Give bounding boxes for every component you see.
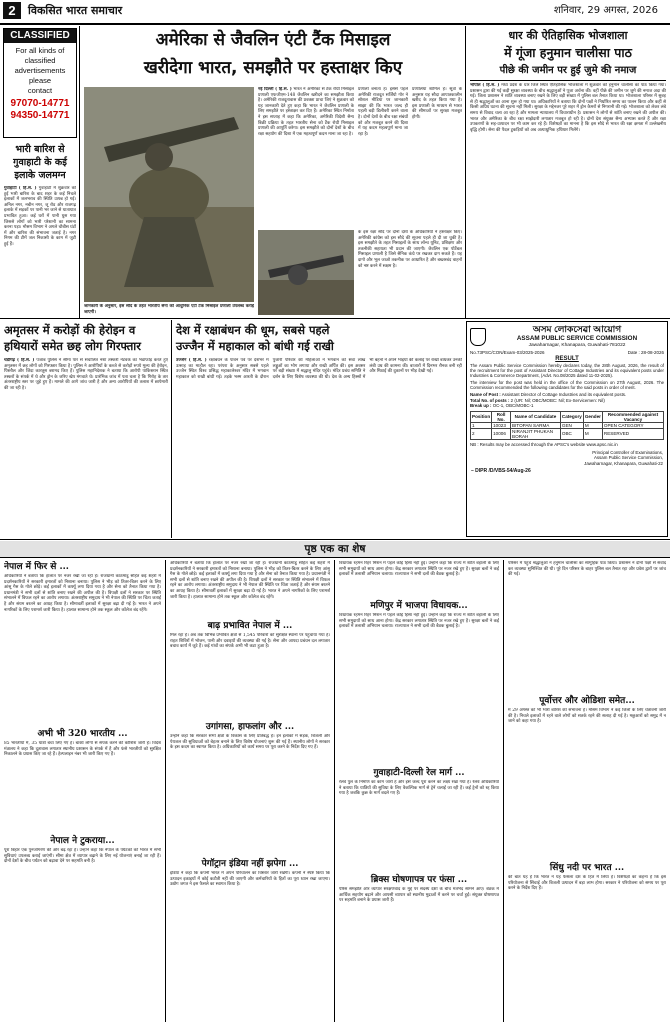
javelin-col3: प्रणालियां शामिल हैं। सूत्रों के अनुसार यह सौदा आपातकालीन खरीद के तहत किया गया है। इस प्रणाली के माध्यम से भारत की सीमाओं पर सुरक्षा मजबूत होगी। (412, 87, 462, 120)
javelin-col1 (258, 87, 354, 227)
apsc-note: NB : Results may be accessed through the APSC's website www.apsc.nic.in (470, 441, 618, 447)
apsc-break-up: OC-1, OBC/MOBC-1 (492, 403, 534, 409)
guwahati-headline: भारी बारिश से गुवाहाटी के कई इलाके जलमग्न (13, 144, 67, 181)
table-cell: OBC (560, 428, 583, 439)
classified-line: For all kinds of (15, 46, 65, 55)
column-rule (465, 26, 466, 318)
classified-line: classified (24, 56, 56, 65)
bhojshala-kicker: धार की ऐतिहासिक भोजशाला (508, 29, 628, 42)
emblem-icon (470, 328, 486, 346)
column-rule (171, 320, 172, 538)
javelin-headline: खरीदेगा भारत, समझौते पर हस्ताक्षर किए (143, 58, 403, 78)
apsc-intro: The interview for the post was held in the office of the Commission on 27th August, 2026. The Commission recommended the following candidates for the said posts in order of merit. (470, 379, 664, 390)
column-rule (503, 560, 504, 1022)
label: Break up : (470, 403, 492, 409)
continued-headline: पेगॉट्रान इंडिया नहीं झपेगा ... (201, 859, 299, 869)
label: Name of Post : (470, 392, 501, 398)
javelin-col4: के इस रक्षा सौदे पर दोनों देशों के अधिकारियों ने हस्ताक्षर किए। अमेरिकी कांग्रेस को इस सौदे की सूचना पहले ही दी जा चुकी है। इस समझौते के तहत मिसाइलों के साथ लॉन्च यूनिट, प्रशिक्षण और तकनीकी सहायता भी प्रदान की जाएगी। जैवलिन एक पोर्टेबल मिसाइल प्रणाली है जिसे सैनिक कंधे पर रखकर दाग सकते हैं। यह दागो और भूल जाओ तकनीक पर आधारित है और बख्तरबंद वाहनों को नष्ट करने में सक्षम है। (358, 230, 462, 269)
dateline: उज्जैन ( हि.स. ) (176, 358, 207, 363)
continued-headline: पूर्वोत्तर और ओडिशा समेत... (539, 696, 635, 706)
table-cell: NIRANJIT PHUKAN BORAH (511, 428, 561, 439)
table-cell: 10023 (492, 422, 511, 428)
continued-text: विधायक रहमन रिहर मिशन में पहले कोई हिंसा नहीं हुई। उन्होंने कहा कि राज्य में शांति बहाली के लिए सभी समुदायों को साथ आना होगा। केंद्र सरकार लगातार स्थिति पर नजर रखे हुए है। सुरक्षा बलों ने कई इलाकों में तलाशी अभियान चलाया। राज्यपाल ने सभी दलों की बैठक बुलाई है। (339, 613, 499, 630)
mahakal-headline: देश में रक्षाबंधन की धूम, सबसे पहले (176, 323, 330, 337)
section-rule (0, 539, 670, 540)
table-header: Position (471, 411, 492, 422)
apsc-result-label: RESULT (555, 356, 579, 362)
heroin-body (4, 358, 168, 536)
table-cell: 10006 (492, 428, 511, 439)
article-text: पंजाब पुलिस ने सीमा पार से संचालित नशा तस्करी नेटवर्क का भंडाफोड़ करते हुए अमृतसर में छह लोगों को गिरफ्तार किया है। पुलिस ने आरोपियों के कब्जे से करोड़ों रुपये मूल्य की हेरोइन, पिस्तौल और जिंदा कारतूस बरामद किए हैं। पुलिस महानिदेशक ने बताया कि आरोपी पाकिस्तान स्थित तस्करों के संपर्क में थे और ड्रोन के जरिए खेप मंगवाते थे। प्रारंभिक जांच में पता चला है कि गिरोह के तार अंतरराष्ट्रीय स्तर पर जुड़े हुए हैं। मामले की आगे जांच जारी है और अन्य आरोपियों की तलाश में छापेमारी की जा रही है। (4, 358, 168, 391)
table-header: Roll No. (492, 411, 511, 422)
bhojshala-subhead: पीछे की जमीन पर हुई जुमे की नमाज (499, 65, 637, 76)
apsc-ref: No.73PSC/CON/Exam-03/2025-2026 (470, 350, 545, 355)
continued-headline: नेपाल ने टुकराया... (50, 836, 115, 846)
dateline: चंडीगढ़ ( हि.स. ) (4, 358, 35, 363)
continued-headline: उगांगसा, हाफलांग और ... (205, 722, 295, 732)
javelin-inset-photo (258, 230, 354, 315)
continued-headline: गुवाहाटी-दिल्ली रेल मार्ग ... (373, 768, 465, 778)
table-cell: M (583, 422, 602, 428)
table-row (471, 428, 664, 439)
apsc-post-name: Assistant Director of Cottage Industries and its equivalent posts. (501, 392, 627, 398)
mahakal-body (176, 358, 462, 536)
guwahati-body (4, 186, 76, 314)
table-cell: M (583, 428, 602, 439)
article-text: मध्य प्रदेश के धार जिले स्थित ऐतिहासिक भोजशाला में शुक्रवार को हनुमान चालीसा का पाठ किया गया। प्रशासन द्वारा की गई कड़ी सुरक्षा व्यवस्था के बीच श्रद्धालुओं ने पूजा अर्चना की। वहीं पीछे की जमीन पर जुमे की नमाज अदा की गई। जिला प्रशासन ने शांति व्यवस्था बनाए रखने के लिए बड़ी संख्या में पुलिस बल तैनात किया था। भोजशाला परिसर में सुबह से ही श्रद्धालुओं का आना शुरू हो गया था। अधिकारियों ने बताया कि दोनों पक्षों ने निर्धारित समय का पालन किया और कहीं से किसी अप्रिय घटना की सूचना नहीं मिली। सुरक्षा के मद्देनजर पूरे शहर में ड्रोन कैमरों से निगरानी की गई। भोजशाला को लेकर लंबे समय से विवाद चला आ रहा है और मामला न्यायालय में विचाराधीन है। प्रशासन ने लोगों से शांति बनाए रखने की अपील की। (470, 83, 666, 116)
article-text: भारत ने अमेरिका से टैंक रोधी मिसाइल प्रणाली एफजीएम-148 जैवलिन खरीदने का समझौता किया है। अमेरिकी राजदूतावास की प्रवक्ता प्राचा जिएं ने शुक्रवार को यह जानकारी देते हुए कहा कि भारत ने जैवलिन प्रणाली के लिए समझौते पर हस्ताक्षर कर दिए हैं। अमेरिका स्थित निर्माता ने इस सप्ताह में कहा कि अमेरिका, अमेरिकी विदेशी सैन्य बिक्री प्रक्रिया के तहत भारतीय सेना को टैंक रोधी मिसाइल प्रणाली की आपूर्ति करेगा। इस समझौते को दोनों देशों के बीच रक्षा सहयोग की दिशा में एक महत्वपूर्ण कदम माना जा रहा है। (258, 87, 354, 137)
apsc-signatory: Principal Controller of Examinations, (592, 449, 663, 455)
javelin-caption: जानकारी के अनुसार, इस सौदे के तहत भारतीय सेना को आधुनिक एंटी टैंक मिसाइल प्रणाली उपलब्ध कराई जाएगी। (84, 304, 254, 315)
continued-text: परिसर में पहुंचे श्रद्धालुओं ने हनुमान चालीसा का सामूहिक पाठ किया। प्रशासन ने दोनों पक्षों से संवाद कर व्यवस्था सुनिश्चित की थी। पूरे दिन परिसर के बाहर पुलिस बल तैनात रहा और प्रवेश द्वारों पर जांच की गई। (508, 561, 666, 578)
apsc-vacancy: 2 (UR: Nil; OBC/MOBC: Nil; Ex-Servicemen: Nil) (510, 397, 605, 403)
dateline: नई दिल्ली ( हि.स. ) (258, 87, 292, 92)
apsc-signatory: Assam Public Service Commission, (593, 455, 663, 461)
dateline: भोपाल ( हि.स. ) (470, 83, 500, 88)
continued-headline: ब्रिक्स घोषणापत्र पर फंसा ... (370, 875, 468, 885)
apsc-address: Jawaharnagar, Khanapara, Guwahati-781022 (528, 343, 626, 348)
masthead-rule (0, 23, 670, 25)
paper-name: विकसित भारत समाचार (28, 4, 123, 17)
section-rule (0, 318, 670, 319)
continued-headline: नेपाल में फिर से ... (4, 562, 69, 572)
table-header: Name of Candidate (511, 411, 561, 422)
apsc-date: Date : 28-08-2026 (627, 350, 664, 355)
apsc-intro: The Assam Public Service Commission hereby declares today, the 28th August, 2026, the result of the recruitment for the post of Assistant Director of Cottage Industries and its equivalent posts under Industries & Commerce Department, (Advt. No.08/2025 dated 11-02-2025). (470, 363, 664, 379)
continued-text: 85 भारतीयों में, 35 यात्री बचा लिए गए हैं। बाकी लोगों से संपर्क करने की कोशिश जारी है। विदेश मंत्रालय ने कहा कि दूतावास लगातार स्थानीय प्रशासन के संपर्क में है और फंसे भारतीयों को सुरक्षित निकालने के प्रयास किए जा रहे हैं। हेल्पलाइन नंबर भी जारी किए गए हैं। (4, 741, 161, 758)
classified-box (3, 28, 77, 138)
bhojshala-body (470, 83, 666, 315)
continued-text: अधिकारियों ने बताया कि हालात पर नजर रखी जा रही है। राजधानी काठमांडू सहित कई शहरों में प्रदर्शनकारियों ने सरकारी इमारतों को निशाना बनाया। पुलिस ने भीड़ को तितर-बितर करने के लिए आंसू गैस के गोले छोड़े। कई इलाकों में कर्फ्यू लगा दिया गया है और सेना को तैनात किया गया है। प्रधानमंत्री ने सभी दलों से शांति बनाए रखने की अपील की है। विपक्षी दलों ने सरकार पर स्थिति संभालने में विफल रहने का आरोप लगाया। अंतरराष्ट्रीय समुदाय ने भी नेपाल की स्थिति पर चिंता जताई है और संयम बरतने का आग्रह किया है। सीमावर्ती इलाकों में सुरक्षा बढ़ा दी गई है। भारत ने अपने नागरिकों के लिए परामर्श जारी किया है। हालात सामान्य होने तक स्कूल और कॉलेज बंद रहेंगे। (4, 574, 161, 613)
table-header: Recommended against Vacancy (602, 411, 663, 422)
bhojshala-headline: में गूंजा हनुमान चालीसा पाठ (504, 45, 632, 60)
javelin-col2: प्रणाली बनाता है। इससे पहले अमेरिकी राजदूत सर्जियो गोर ने सोशल मीडिया पर जानकारी साझा की कि भारत जल्द ही पहली बड़ी डिलीवरी करने वाला है। दोनों देशों के बीच रक्षा संबंधों को और मजबूत करने की दिशा में यह कदम महत्वपूर्ण माना जा रहा है। (358, 87, 408, 137)
article-text: रक्षाबंधन के पावन पर्व पर देशभर में उत्साह का माहौल रहा। परंपरा के अनुसार सबसे पहले उज्जैन स्थित विश्व प्रसिद्ध महाकालेश्वर मंदिर में भगवान महाकाल को राखी बांधी गई। तड़के भस्म आरती के दौरान पुजारी परिवार की महिलाओं ने भगवान को सवा लाख लड्डुओं का भोग लगाया और राखी अर्पित की। इस अवसर पर बड़ी संख्या में श्रद्धालु मंदिर पहुंचे। मंदिर प्रबंध समिति ने दर्शन के लिए विशेष व्यवस्था की थी। देश के अन्य हिस्सों में भी बहनों ने अपने भाइयों की कलाई पर राखी बांधकर उनकी लंबी उम्र की कामना की। बाजारों में दिनभर रौनक बनी रही और मिठाई की दुकानों पर भीड़ देखी गई। (176, 358, 462, 380)
continued-column-4 (508, 561, 666, 1021)
continued-headline: सिंधु नदी पर भारत ... (549, 863, 625, 873)
table-cell: 2 (471, 428, 492, 439)
apsc-notice (466, 321, 668, 537)
continued-column-3 (339, 561, 499, 1021)
apsc-signatory: Jawaharnagar, Khanapara, Guwahati-22 (584, 460, 663, 466)
label: Total No. of posts : (470, 397, 510, 403)
classified-line: advertisements (14, 66, 66, 75)
rule (470, 80, 666, 81)
dateline: गुवाहाटी ( हि.स. ) (4, 186, 37, 191)
classified-phone: 97070-14771 (10, 98, 70, 109)
apsc-title-english: ASSAM PUBLIC SERVICE COMMISSION (516, 335, 638, 342)
javelin-headline: अमेरिका से जैवलिन एंटी टैंक मिसाइल (155, 30, 391, 50)
apsc-title-assamese: অসম লোকসেৱা আয়োগ (532, 324, 622, 334)
table-header: Category (560, 411, 583, 422)
classified-header: CLASSIFIED (4, 29, 76, 43)
mahakal-headline: उज्जैन में महाकाल को बांधी गई राखी (176, 339, 334, 353)
continued-text: उन्होंने कहा कि सरकार सभी क्षेत्रों के विकास के लिए प्रतिबद्ध है। इन इलाकों में सड़क, बिजली और पेयजल की सुविधाओं को बेहतर बनाने के लिए विशेष योजनाएं शुरू की गई हैं। स्थानीय लोगों ने सरकार के इस कदम का स्वागत किया है। अधिकारियों को कार्य समय पर पूरा करने के निर्देश दिए गए हैं। (170, 734, 330, 751)
table-cell: BITOPAN SARMA (511, 422, 561, 428)
table-cell: 1 (471, 422, 492, 428)
continued-text: मिल रहा है। अब तक विभिन्न प्रभावित क्षेत्रों से 1,545 परिवारों को सुरक्षित स्थानों पर पहुंचाया गया है। राहत शिविरों में भोजन, पानी और दवाइयों की व्यवस्था की गई है। सेना और आपदा प्रबंधन दल लगातार बचाव कार्य में जुटे हैं। कई गांवों का संपर्क अभी भी कटा हुआ है। (170, 633, 330, 650)
table-row (471, 422, 664, 428)
continued-headline: मणिपुर में भाजपा विधायक... (370, 601, 468, 611)
continued-text: पूरा बिहार एक पुनर्जागरण की ओर बढ़ रहा है। उन्होंने कहा कि नेपाल के पर्यटकों को भारत में सभी सुविधाएं उपलब्ध कराई जाएंगी। सीमा क्षेत्र में व्यापार बढ़ाने के लिए नई योजनाएं बनाई जा रही हैं। दोनों देशों के बीच पर्यटन को बढ़ावा देने पर सहमति बनी है। (4, 848, 161, 865)
continued-text: इंडिया ने कहा कि कंपनी भारत में अपने परिचालन का विस्तार जारी रखेगी। कंपनी ने स्पष्ट किया कि उत्पादन इकाइयों में कोई कटौती नहीं की जाएगी और कर्मचारियों के हितों का पूरा ध्यान रखा जाएगा। उद्योग जगत ने इस फैसले का स्वागत किया है। (170, 871, 330, 888)
continued-text: अधिकारियों ने बताया कि हालात पर नजर रखी जा रही है। राजधानी काठमांडू सहित कई शहरों में प्रदर्शनकारियों ने सरकारी इमारतों को निशाना बनाया। पुलिस ने भीड़ को तितर-बितर करने के लिए आंसू गैस के गोले छोड़े। कई इलाकों में कर्फ्यू लगा दिया गया है और सेना को तैनात किया गया है। प्रधानमंत्री ने सभी दलों से शांति बनाए रखने की अपील की है। विपक्षी दलों ने सरकार पर स्थिति संभालने में विफल रहने का आरोप लगाया। अंतरराष्ट्रीय समुदाय ने भी नेपाल की स्थिति पर चिंता जताई है और संयम बरतने का आग्रह किया है। सीमावर्ती इलाकों में सुरक्षा बढ़ा दी गई है। भारत ने अपने नागरिकों के लिए परामर्श जारी किया है। हालात सामान्य होने तक स्कूल और कॉलेज बंद रहेंगे। (170, 561, 330, 600)
continued-text: में 29 अगस्त को भी भारी बारिश की संभावना है। मौसम विभाग ने कई जिलों के लिए चेतावनी जारी की है। निचले इलाकों में रहने वाले लोगों को सतर्क रहने की सलाह दी गई है। मछुआरों को समुद्र में न जाने को कहा गया है। (508, 708, 666, 725)
continued-headline: बाढ़ प्रभावित नेपाल में ... (207, 621, 293, 631)
column-rule (165, 560, 166, 1022)
apsc-dipr: – DIPR /D/VBS-54/Aug-26 (471, 468, 531, 475)
apsc-result-table (470, 411, 664, 440)
table-cell: OPEN CATEGORY (602, 422, 663, 428)
page-number: 2 (3, 2, 21, 19)
classified-line: contact (27, 86, 53, 95)
continued-banner: पृष्ठ एक का शेष (0, 541, 670, 558)
date-line: शनिवार, 29 अगस्त, 2026 (553, 5, 658, 16)
continued-text: रेलवे पुल के निर्माण का काम जारी है और इसे जल्द पूरा करने का लक्ष्य रखा गया है। रेलवे अधिकारियों ने बताया कि यात्रियों की सुविधा के लिए वैकल्पिक मार्ग से ट्रेनें चलाई जा रही हैं। कई ट्रेनों को रद्द किया गया है जबकि कुछ के मार्ग बदले गए हैं। (339, 780, 499, 797)
continued-headline: अभी भी 320 भारतीय ... (37, 729, 128, 739)
article-text: भारत और अमेरिका के बीच रक्षा साझेदारी लगातार मजबूत हो रही है। दोनों देश संयुक्त सैन्य अभ्यास करते हैं और रक्षा उपकरणों के सह-उत्पादन पर भी काम कर रहे हैं। विशेषज्ञों का मानना है कि इस सौदे से भारत की रक्षा क्षमता में उल्लेखनीय वृद्धि होगी। सेना की पैदल टुकड़ियों को अब अत्याधुनिक हथियार मिलेंगे। (470, 116, 666, 133)
continued-text: की बात यह है कि भारत ने यह फैसला देश के हित में लिया है। विशेषज्ञों का कहना है कि इस परियोजना से सिंचाई और बिजली उत्पादन में बड़ा लाभ होगा। सरकार ने परियोजना को समय पर पूरा करने के निर्देश दिए हैं। (508, 875, 666, 892)
classified-phone: 94350-14771 (10, 110, 70, 121)
continued-text: पेरिस समझौते और व्यापार संरक्षणवाद के मुद्दे पर सदस्य देशों के बीच मतभेद सामने आए। बैठक में आर्थिक सहयोग बढ़ाने और आपसी व्यापार को स्थानीय मुद्राओं में करने पर चर्चा हुई। संयुक्त घोषणापत्र पर सहमति बनाने के प्रयास जारी हैं। (339, 887, 499, 904)
table-cell: RESERVED (602, 428, 663, 439)
table-header: Gender (583, 411, 602, 422)
continued-column-2 (170, 561, 330, 1021)
heroin-headline: अमृतसर में करोड़ों की हेरोइन व हथियारों समेत छह लोग गिरफ्तार (4, 323, 141, 353)
continued-column-1 (4, 561, 161, 1021)
javelin-photo (84, 87, 254, 302)
classified-line: please (28, 76, 52, 85)
column-rule (334, 560, 335, 1022)
article-text: गुवाहाटी में शुक्रवार को हुई भारी बारिश के बाद शहर के कई निचले इलाकों में जलभराव की स्थिति उत्पन्न हो गई। अनिल नगर, नबीन नगर, जू रोड और राजगढ़ इलाके में सड़कों पर पानी भर जाने से यातायात प्रभावित हुआ। कई घरों में पानी घुस गया जिससे लोगों को भारी परेशानी का सामना करना पड़ा। मौसम विभाग ने अगले चौबीस घंटों में और बारिश की संभावना जताई है। नगर निगम की टीमें जल निकासी के काम में जुटी हुई हैं। (4, 186, 76, 247)
column-rule (79, 26, 80, 318)
table-cell: GEN (560, 422, 583, 428)
continued-text: विधायक रहमन रिहर मिशन में पहले कोई हिंसा नहीं हुई। उन्होंने कहा कि राज्य में शांति बहाली के लिए सभी समुदायों को साथ आना होगा। केंद्र सरकार लगातार स्थिति पर नजर रखे हुए है। सुरक्षा बलों ने कई इलाकों में तलाशी अभियान चलाया। राज्यपाल ने सभी दलों की बैठक बुलाई है। (339, 561, 499, 578)
masthead (0, 0, 670, 22)
